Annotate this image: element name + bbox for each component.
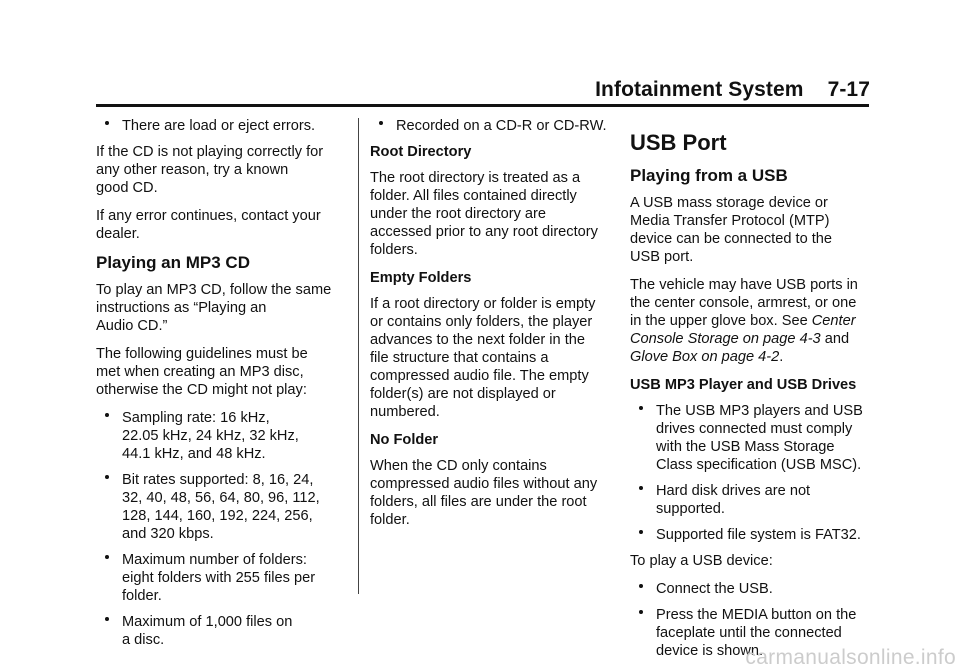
text-line: Press the MEDIA button on the	[656, 607, 857, 623]
text-line: To play an MP3 CD, follow the same	[96, 282, 332, 298]
text-line: Audio CD.”	[96, 318, 168, 334]
text-line: the center console, armrest, or one	[630, 295, 857, 311]
text-line: 32, 40, 48, 56, 64, 80, 96, 112,	[122, 490, 320, 506]
text-line: supported.	[656, 501, 725, 517]
text-line: eight folders with 255 files per	[122, 570, 316, 586]
text-line: device is shown.	[656, 643, 764, 659]
text-line: or contains only folders, the player	[370, 314, 593, 330]
text-line: with the USB Mass Storage	[656, 439, 835, 455]
heading-playing-mp3: Playing an MP3 CD	[96, 253, 250, 272]
text-line: The root directory is treated as a	[370, 170, 581, 186]
paragraph-empty-folders	[370, 295, 610, 421]
text-line: instructions as “Playing an	[96, 300, 267, 316]
paragraph-no-folder	[370, 457, 610, 529]
paragraph-to-play-mp3	[96, 281, 352, 335]
heading-root-directory: Root Directory	[370, 144, 472, 160]
text-line: folder.	[122, 588, 162, 604]
text-line: a disc.	[122, 632, 165, 648]
section-title: Infotainment System	[595, 78, 804, 101]
bullet-recorded	[370, 117, 610, 135]
paragraph-error-continues	[96, 207, 352, 243]
text-line: USB port.	[630, 249, 694, 265]
text-line: Hard disk drives are not	[656, 483, 811, 499]
text-line: numbered.	[370, 404, 440, 420]
text-line: file structure that contains a	[370, 350, 549, 366]
bullet-text: Connect the USB.	[656, 581, 773, 597]
text-line: A USB mass storage device or	[630, 195, 828, 211]
text-line: 44.1 kHz, and 48 kHz.	[122, 446, 266, 462]
text-line: folder.	[370, 512, 410, 528]
text-line: If any error continues, contact your	[96, 208, 321, 224]
text-line: and 320 kbps.	[122, 526, 214, 542]
text-line: 128, 144, 160, 192, 224, 256,	[122, 508, 313, 524]
text-line	[630, 330, 870, 348]
bullet-sampling-rate	[96, 409, 352, 463]
text-line: When the CD only contains	[370, 458, 547, 474]
text-line: otherwise the CD might not play:	[96, 382, 307, 398]
bullet-text: There are load or eject errors.	[122, 118, 316, 134]
text-line: Maximum number of folders:	[122, 552, 307, 568]
watermark: carmanualsonline.info	[745, 646, 956, 669]
heading-playing-from-usb: Playing from a USB	[630, 166, 788, 185]
column-left	[96, 117, 352, 657]
bullet-connect-usb	[630, 580, 870, 598]
text-line: Maximum of 1,000 files on	[122, 614, 293, 630]
paragraph-usb-ports	[630, 276, 870, 366]
text-line	[630, 312, 870, 330]
text-line: If the CD is not playing correctly for	[96, 144, 324, 160]
text-line: folders.	[370, 242, 418, 258]
text-line: Sampling rate: 16 kHz,	[122, 410, 270, 426]
text-line: compressed audio file. The empty	[370, 368, 589, 384]
paragraph-guidelines	[96, 345, 352, 399]
text-line: The following guidelines must be	[96, 346, 308, 362]
text-plain: in the upper glove box. See	[630, 313, 812, 329]
text-line: Media Transfer Protocol (MTP)	[630, 213, 830, 229]
bullet-max-files	[96, 613, 352, 649]
column-right	[630, 117, 870, 668]
text-line: compressed audio files without any	[370, 476, 598, 492]
text-line: 22.05 kHz, 24 kHz, 32 kHz,	[122, 428, 299, 444]
bullet-text: Supported file system is FAT32.	[656, 527, 861, 543]
bullet-hard-disk	[630, 482, 870, 518]
text-line: Bit rates supported: 8, 16, 24,	[122, 472, 314, 488]
text-line: drives connected must comply	[656, 421, 853, 437]
text-line: good CD.	[96, 180, 158, 196]
text-line: The USB MP3 players and USB	[656, 403, 863, 419]
text-line: any other reason, try a known	[96, 162, 289, 178]
paragraph-root-directory	[370, 169, 610, 259]
bullet-max-folders	[96, 551, 352, 605]
text-line: folder. All files contained directly	[370, 188, 577, 204]
cross-reference-link[interactable]: Console Storage on page 4-3	[630, 331, 821, 347]
text-line: The vehicle may have USB ports in	[630, 277, 858, 293]
paragraph-to-play-usb	[630, 552, 870, 570]
text-line: device can be connected to the	[630, 231, 833, 247]
text-line: If a root directory or folder is empty	[370, 296, 596, 312]
cross-reference-link[interactable]: Glove Box on page 4-2	[630, 349, 780, 365]
paragraph-not-playing	[96, 143, 352, 197]
heading-usb-mp3-player: USB MP3 Player and USB Drives	[630, 377, 857, 393]
text-line: faceplate until the connected	[656, 625, 842, 641]
header-rule	[96, 104, 869, 107]
text-line: folders, all files are under the root	[370, 494, 587, 510]
text-line: advances to the next folder in the	[370, 332, 585, 348]
column-middle	[370, 117, 610, 539]
page-header	[595, 78, 870, 102]
bullet-bit-rates	[96, 471, 352, 543]
heading-no-folder: No Folder	[370, 432, 439, 448]
bullet-usb-players	[630, 402, 870, 474]
heading-usb-port: USB Port	[630, 130, 727, 155]
text-plain: .	[779, 349, 784, 365]
text-line	[630, 348, 870, 366]
text-plain: and	[820, 331, 850, 347]
text-line: Class specification (USB MSC).	[656, 457, 862, 473]
bullet-fat32	[630, 526, 870, 544]
text-line: dealer.	[96, 226, 140, 242]
paragraph-mass-storage	[630, 194, 870, 266]
text-line: met when creating an MP3 disc,	[96, 364, 304, 380]
cross-reference-link[interactable]: Center	[811, 313, 856, 329]
text-line: To play a USB device:	[630, 553, 773, 569]
text-line: under the root directory are	[370, 206, 547, 222]
bullet-text: Recorded on a CD-R or CD-RW.	[396, 118, 607, 134]
column-divider	[358, 118, 359, 594]
text-line: accessed prior to any root directory	[370, 224, 598, 240]
bullet-load-error	[96, 117, 352, 135]
page-number: 7-17	[827, 78, 870, 101]
heading-empty-folders: Empty Folders	[370, 270, 472, 286]
text-line: folder(s) are not displayed or	[370, 386, 556, 402]
